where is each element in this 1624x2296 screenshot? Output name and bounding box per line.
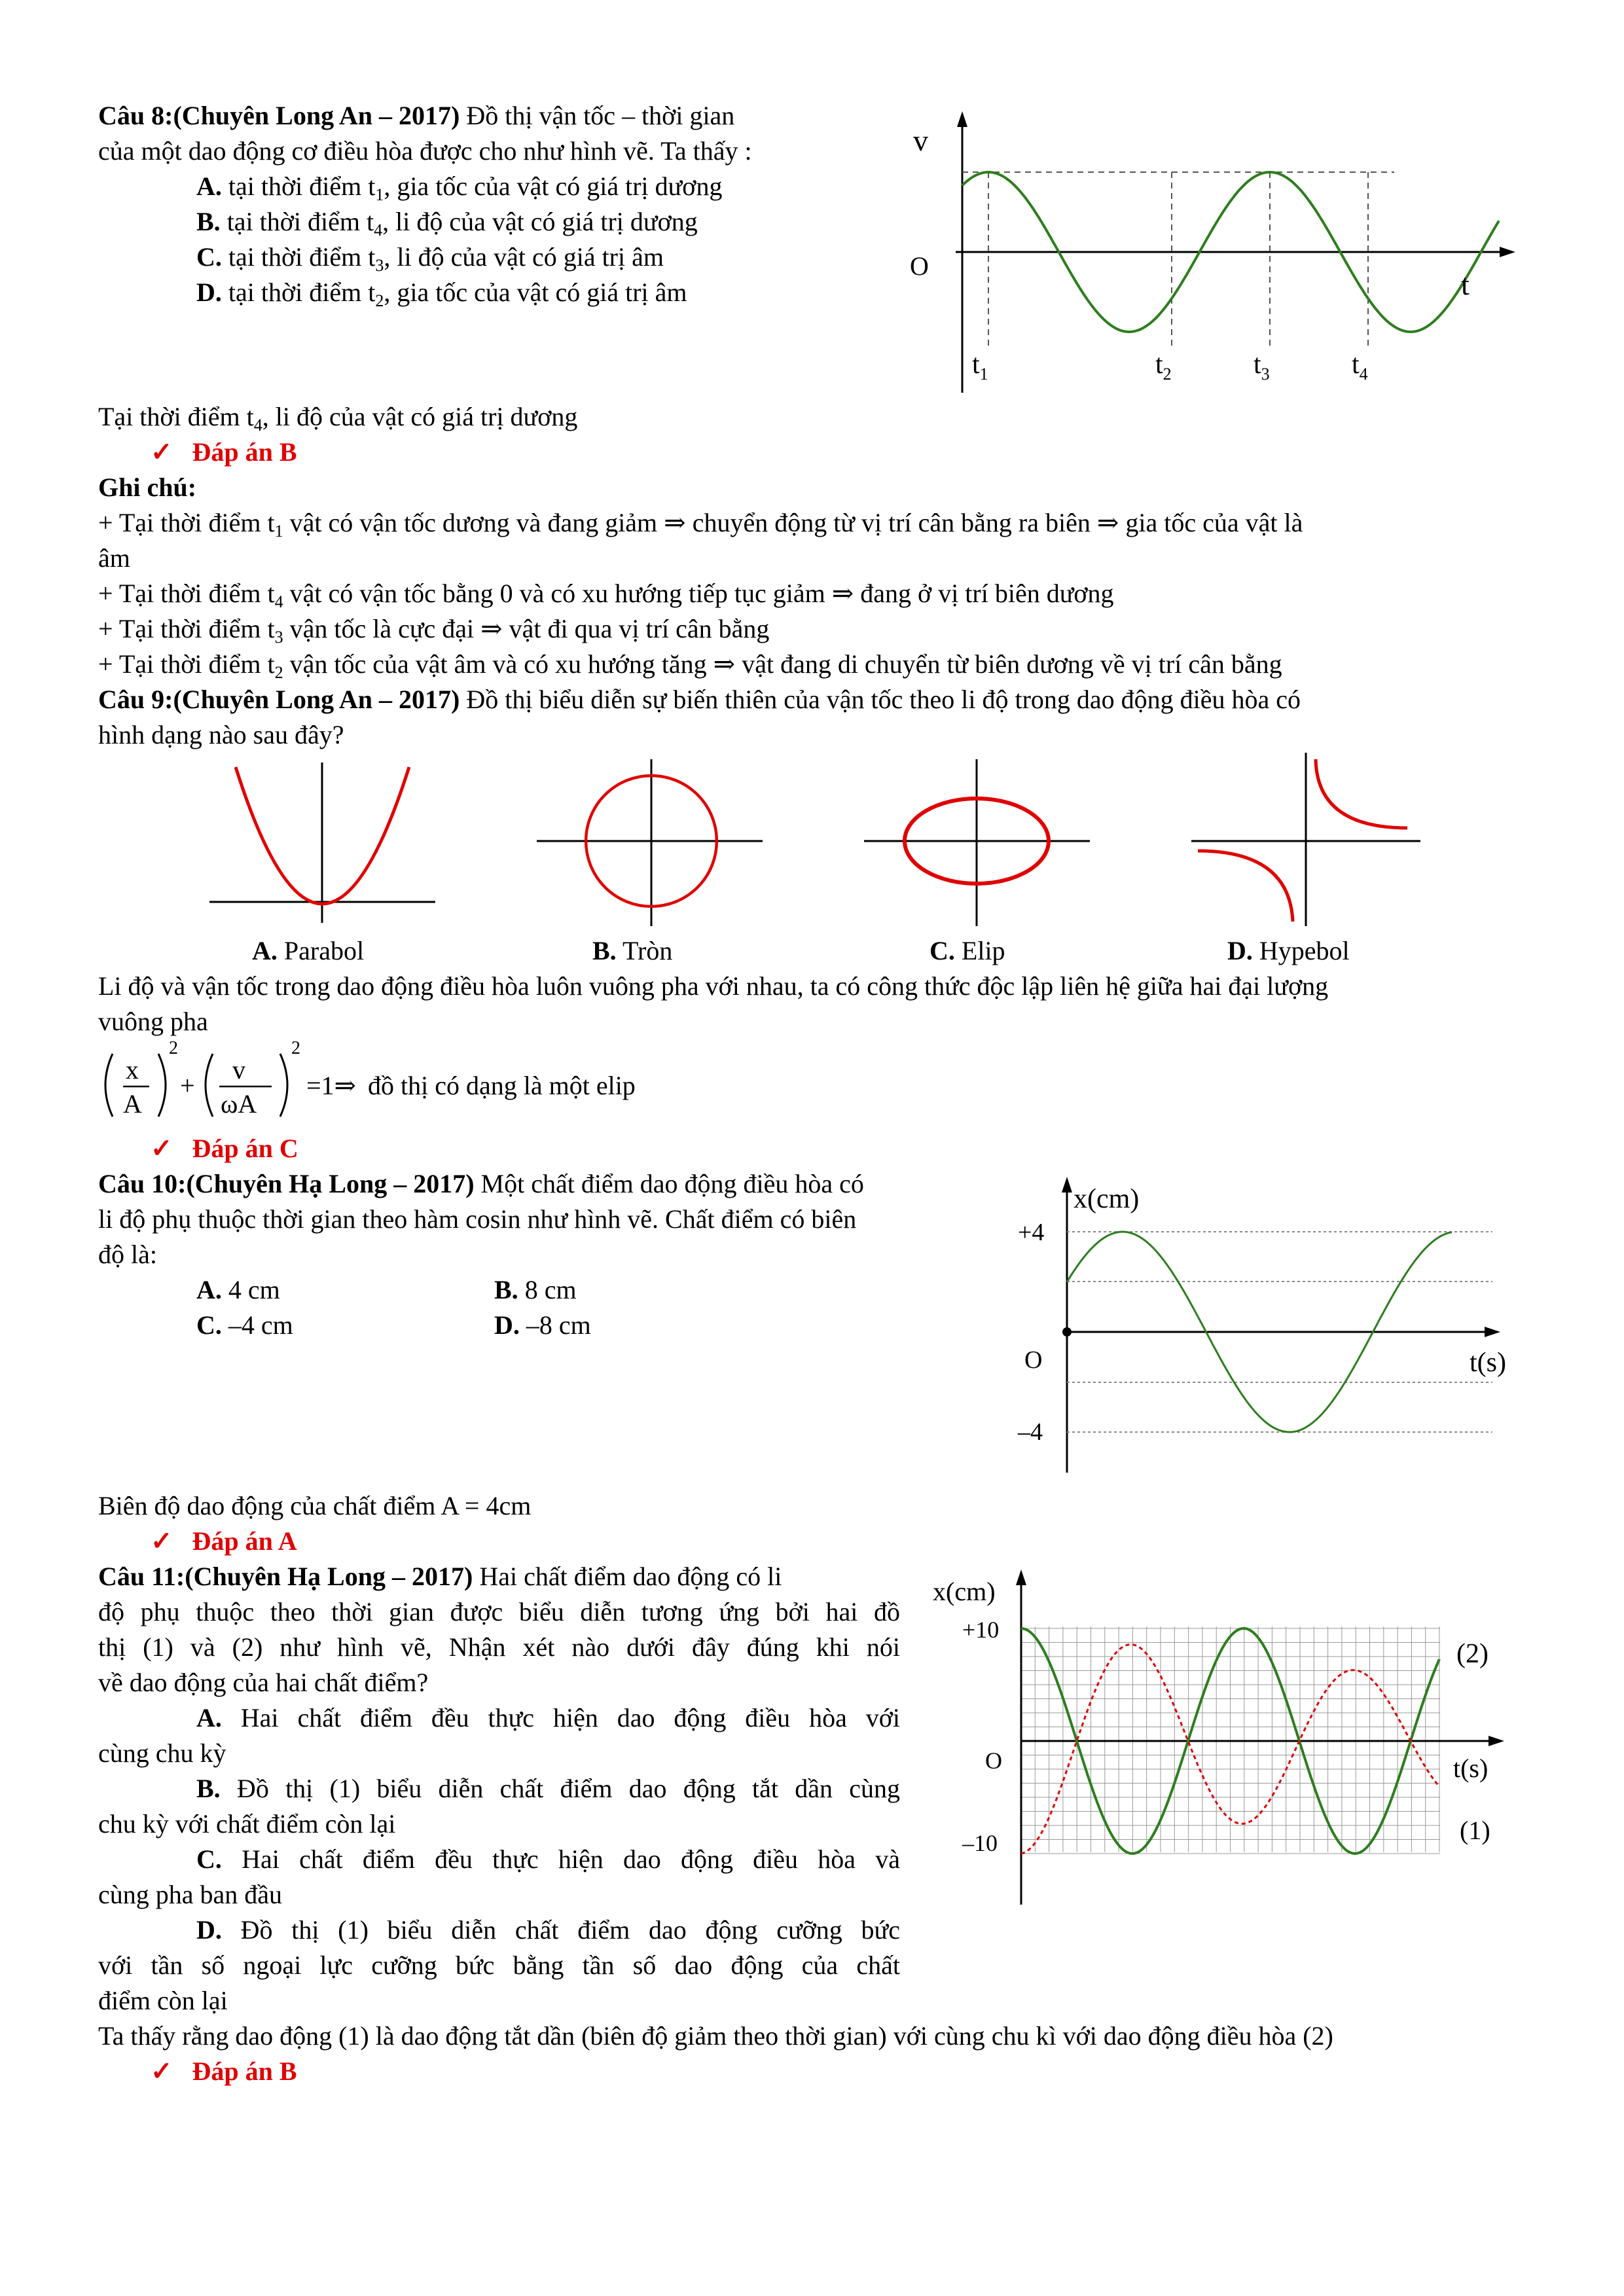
q10-origin-dot xyxy=(1062,1327,1072,1336)
q8-t2-label: $t_2$ xyxy=(1155,350,1172,384)
q9-option-d[interactable]: D. Hypebol xyxy=(1227,936,1350,965)
q10-option-a[interactable]: A. 4 cm xyxy=(196,1275,280,1304)
q10-heading: Câu 10:(Chuyên Hạ Long – 2017) xyxy=(98,1169,475,1198)
q8-answer: ✓ Đáp án B xyxy=(151,437,297,467)
q8-t1-label: $t_1$ xyxy=(972,350,988,384)
q9-answer: ✓ Đáp án C xyxy=(151,1134,298,1163)
q11-stem-line1: Câu 11:(Chuyên Hạ Long – 2017) Hai chất điểm dao động có li xyxy=(98,1562,782,1591)
formula-plus: + xyxy=(180,1071,195,1100)
formula-omega-a: ωA xyxy=(221,1089,257,1119)
q10-y-label: x(cm) xyxy=(1074,1184,1140,1214)
q8-note-2: + Tại thời điểm $t_4$ vật có vận tốc bằng 0 và có xu hướng tiếp tục giảm ⇒ đang ở vị trí biên dương xyxy=(98,579,1114,611)
formula-v: v xyxy=(232,1055,245,1085)
q11-y-label: x(cm) xyxy=(933,1577,996,1606)
q8-option-c[interactable]: C. tại thời điểm $t_3$, li độ của vật có giá trị âm xyxy=(196,242,664,275)
formula-exp2: 2 xyxy=(291,1038,300,1058)
q9-stem-line2: hình dạng nào sau đây? xyxy=(98,720,344,749)
q9-explain-line2: vuông pha xyxy=(98,1007,208,1036)
q8-origin-label: O xyxy=(910,251,929,281)
q9-heading: Câu 9:(Chuyên Long An – 2017) xyxy=(98,685,460,714)
q10-x-label: t(s) xyxy=(1470,1348,1506,1378)
q8-note-1-cont: âm xyxy=(98,543,130,573)
q9-explain-line1: Li độ và vận tốc trong dao động điều hòa luôn vuông pha với nhau, ta có công thức độc lập liên hệ giữa hai đại lượng xyxy=(98,971,1329,1001)
q10-option-b[interactable]: B. 8 cm xyxy=(494,1275,577,1304)
formula-x: x xyxy=(126,1055,139,1085)
q11-heading: Câu 11:(Chuyên Hạ Long – 2017) xyxy=(98,1562,473,1591)
q8-heading: Câu 8:(Chuyên Long An – 2017) xyxy=(98,101,460,130)
formula-a: A xyxy=(123,1089,142,1119)
q11-option-c-cont: cùng pha ban đầu xyxy=(98,1880,283,1909)
q11-option-a-cont: cùng chu kỳ xyxy=(98,1738,226,1768)
q8-stem-line2: của một dao động cơ điều hòa được cho như hình vẽ. Ta thấy : xyxy=(98,136,752,166)
q9-graph-parabola xyxy=(209,759,439,936)
q10-stem-line2: li độ phụ thuộc thời gian theo hàm cosin như hình vẽ. Chất điểm có biên xyxy=(98,1204,857,1234)
q8-t-label: t xyxy=(1461,268,1470,301)
formula-exp1: 2 xyxy=(169,1038,178,1058)
q10-displacement-graph xyxy=(1008,1172,1532,1479)
q11-answer: ✓ Đáp án B xyxy=(151,2056,297,2086)
q10-option-c[interactable]: C. –4 cm xyxy=(196,1310,293,1340)
q11-label-1: (1) xyxy=(1460,1816,1490,1845)
q9-option-b[interactable]: B. Tròn xyxy=(592,936,673,965)
q11-option-c[interactable]: C. Hai chất điểm đều thực hiện dao động điều hòa và xyxy=(196,1844,900,1874)
q9-hyperbola-branch-1 xyxy=(1316,759,1407,828)
q8-option-a[interactable]: A. tại thời điểm $t_1$, gia tốc của vật có giá trị dương xyxy=(196,171,723,204)
q10-answer: ✓ Đáp án A xyxy=(151,1526,297,1556)
q8-v-axis-arrow xyxy=(957,111,967,127)
q11-option-b[interactable]: B. Đồ thị (1) biểu diễn chất điểm dao động tắt dần cùng xyxy=(196,1774,900,1803)
q8-note-title: Ghi chú: xyxy=(98,473,197,502)
q9-option-c[interactable]: C. Elip xyxy=(929,936,1005,965)
q8-note-3: + Tại thời điểm $t_3$ vận tốc là cực đại ⇒ vật đi qua vị trí cân bằng xyxy=(98,614,770,647)
q9-graph-ellipse xyxy=(864,759,1093,936)
q11-option-b-cont: chu kỳ với chất điểm còn lại xyxy=(98,1809,396,1839)
q9-hyperbola-branch-2 xyxy=(1198,851,1293,922)
q11-option-d[interactable]: D. Đồ thị (1) biểu diễn chất điểm dao động cưỡng bức xyxy=(196,1915,900,1945)
q8-note-4: + Tại thời điểm $t_2$ vận tốc của vật âm và có xu hướng tăng ⇒ vật đang di chuyển từ biên dương về vị trí cân bằng xyxy=(98,649,1282,682)
q9-graph-circle xyxy=(537,759,766,936)
q11-option-d-cont: với tần số ngoại lực cưỡng bức bằng tần số dao động của chất xyxy=(98,1950,900,1980)
q11-origin-label: O xyxy=(985,1748,1002,1774)
q10-stem-line1: Câu 10:(Chuyên Hạ Long – 2017) Một chất điểm dao động điều hòa có xyxy=(98,1169,864,1198)
formula-tail: đồ thị có dạng là một elip xyxy=(368,1071,636,1100)
q11-label-2: (2) xyxy=(1456,1639,1489,1669)
q8-v-label: v xyxy=(913,124,928,157)
q8-solution: Tại thời điểm $t_4$, li độ của vật có giá trị dương xyxy=(98,402,578,435)
q8-velocity-time-graph xyxy=(897,105,1525,399)
q9-stem-line1: Câu 9:(Chuyên Long An – 2017) Đồ thị biểu diễn sự biến thiên của vận tốc theo li độ trong dao động điều hòa có xyxy=(98,685,1301,714)
q11-stem-line4: về dao động của hai chất điểm? xyxy=(98,1668,429,1697)
q11-x-label: t(s) xyxy=(1453,1753,1489,1783)
q8-t-axis-arrow xyxy=(1500,247,1515,257)
q11-stem-line3: thị (1) và (2) như hình vẽ, Nhận xét nào dưới đây đúng khi nói xyxy=(98,1632,900,1662)
q11-option-a[interactable]: A. Hai chất điểm đều thực hiện dao động điều hòa với xyxy=(196,1703,900,1732)
check-icon: ✓ xyxy=(151,1134,173,1163)
q10-option-d[interactable]: D. –8 cm xyxy=(494,1310,591,1340)
q10-top-label: +4 xyxy=(1018,1219,1045,1246)
q10-stem-line3: độ là: xyxy=(98,1240,157,1269)
q11-two-oscillations-graph xyxy=(923,1564,1512,1918)
q8-t3-label: $t_3$ xyxy=(1254,350,1270,384)
q11-stem-line2: độ phụ thuộc theo thời gian được biểu diễn tương ứng bởi hai đồ xyxy=(98,1597,900,1626)
formula-equals: =1⇒ xyxy=(306,1071,357,1100)
q10-origin-label: O xyxy=(1024,1346,1043,1374)
q10-solution: Biên độ dao động của chất điểm A = 4cm xyxy=(98,1491,532,1520)
q11-option-d-cont2: điểm còn lại xyxy=(98,1986,228,2015)
q9-graph-hyperbola xyxy=(1191,753,1427,936)
check-icon: ✓ xyxy=(151,2056,173,2086)
q8-t4-label: $t_4$ xyxy=(1352,350,1368,384)
check-icon: ✓ xyxy=(151,1526,173,1556)
q9-formula xyxy=(98,1039,753,1131)
q10-bottom-label: –4 xyxy=(1018,1418,1043,1446)
q8-option-d[interactable]: D. tại thời điểm $t_2$, gia tốc của vật có giá trị âm xyxy=(196,278,687,310)
q11-bottom-label: –10 xyxy=(962,1830,998,1856)
check-icon: ✓ xyxy=(151,437,173,467)
q11-solution: Ta thấy rằng dao động (1) là dao động tắt dần (biên độ giảm theo thời gian) với cùng chu kì với dao động điều hòa (2) xyxy=(98,2021,1333,2051)
q8-note-1: + Tại thời điểm $t_1$ vật có vận tốc dương và đang giảm ⇒ chuyển động từ vị trí cân bằng ra biên ⇒ gia tốc của vật là xyxy=(98,508,1303,541)
q9-option-a[interactable]: A. Parabol xyxy=(252,936,365,965)
q8-option-b[interactable]: B. tại thời điểm $t_4$, li độ của vật có giá trị dương xyxy=(196,207,698,240)
q11-top-label: +10 xyxy=(962,1617,1000,1643)
q8-stem-line1: Câu 8:(Chuyên Long An – 2017) Đồ thị vận tốc – thời gian xyxy=(98,101,735,130)
